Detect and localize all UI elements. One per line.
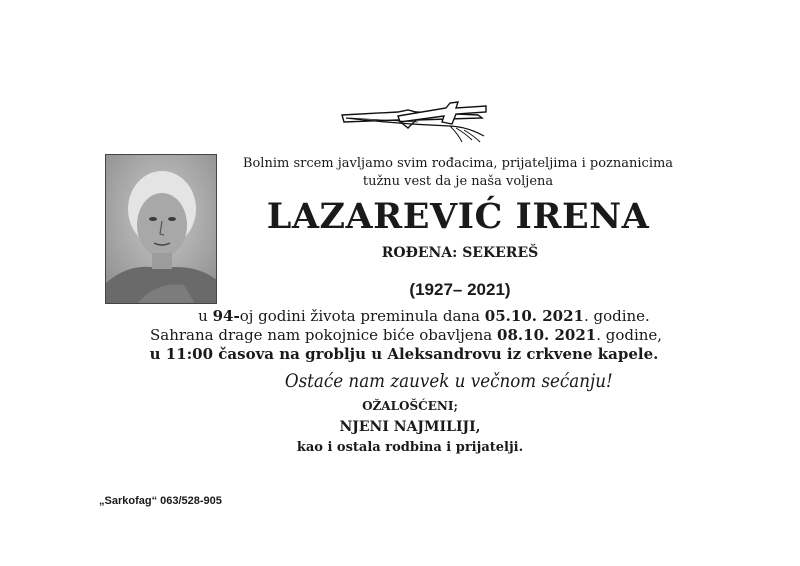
portrait-photo [105,154,217,304]
funeral-date-line [150,326,663,344]
publisher-contact: „Sarkofag“ 063/528-905 [99,495,222,507]
intro-line-2: tužnu vest da je naša voljena [362,174,554,189]
age-value: 94- [212,307,240,325]
intro-line-1: Bolnim srcem javljamo svim rođacima, prijateljima i poznanicima [242,156,674,171]
life-years: (1927– 2021) [409,280,511,299]
family-signature: NJENI NAJMILIJI, [339,419,481,435]
text-segment: . godine. [583,307,650,325]
text-segment: . godine, [596,326,663,344]
death-details-line [170,307,678,325]
funeral-place-line: u 11:00 časova na groblju u Aleksandrovu iz crkvene kapele. [149,345,659,363]
mourners-heading: OŽALOŠĆENI; [362,399,458,413]
deceased-name: LAZAREVIĆ IRENA [266,196,650,237]
text-segment: u [198,307,213,325]
motto: Ostaće nam zauvek u večnom sećanju! [284,370,613,392]
maiden-name: ROĐENA: SEKEREŠ [381,245,539,261]
relatives-signature: kao i ostala rodbina i prijatelji. [296,440,524,455]
death-date: 05.10. 2021 [484,307,584,325]
text-segment: oj godini života preminula dana [239,307,485,325]
funeral-date: 08.10. 2021 [497,326,597,344]
cross-icon [338,98,490,146]
text-segment: Sahrana drage nam pokojnice biće obavljena [150,326,498,344]
